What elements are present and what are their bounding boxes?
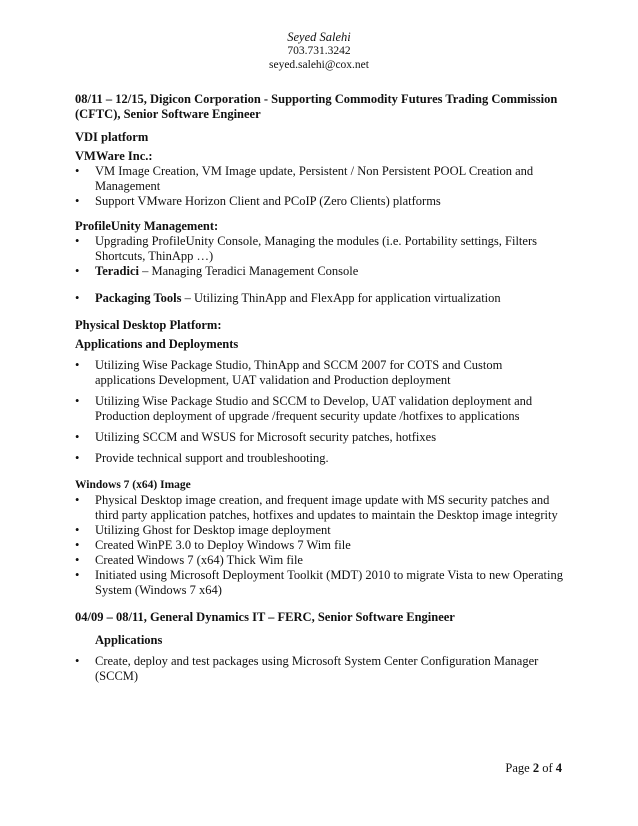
- resume-header: [0, 30, 638, 72]
- vmware-heading: VMWare Inc.:: [75, 149, 153, 163]
- list-item: • Utilizing Ghost for Desktop image deployment: [75, 523, 331, 537]
- physical-list: [75, 358, 563, 466]
- vdi-heading: VDI platform: [75, 130, 149, 144]
- bullet-icon: •: [75, 523, 80, 537]
- list-item: • Utilizing SCCM and WSUS for Microsoft security patches, hotfixes: [75, 430, 437, 444]
- bullet-icon: •: [75, 164, 80, 178]
- job2-list: [75, 654, 563, 684]
- bullet-icon: •: [75, 394, 80, 408]
- list-item: • Utilizing Wise Package Studio and SCCM to Develop, UAT validation deployment and Production deployment of upgrade /frequent security update /hotfixes to applications: [75, 394, 533, 423]
- bullet-icon: •: [75, 538, 80, 552]
- list-item: • Utilizing Wise Package Studio, ThinApp and SCCM 2007 for COTS and Custom applications Development, UAT validation and Production deployment: [75, 358, 503, 387]
- bullet-icon: •: [75, 264, 80, 278]
- profileunity-list: [75, 234, 563, 306]
- list-item: • VM Image Creation, VM Image update, Persistent / Non Persistent POOL Creation and Management: [75, 164, 534, 193]
- list-item: • Teradici – Managing Teradici Management Console: [75, 264, 359, 278]
- windows7-heading: Windows 7 (x64) Image: [75, 479, 191, 491]
- candidate-email: seyed.salehi@cox.net: [268, 59, 369, 71]
- bullet-icon: •: [75, 654, 80, 668]
- bullet-icon: •: [75, 568, 80, 582]
- job2-title: 04/09 – 08/11, General Dynamics IT – FERC, Senior Software Engineer: [75, 610, 455, 624]
- profileunity-heading: ProfileUnity Management:: [75, 219, 219, 233]
- resume-body: [75, 92, 563, 684]
- bullet-icon: •: [75, 553, 80, 567]
- bullet-icon: •: [75, 358, 80, 372]
- physical-heading: Physical Desktop Platform:: [75, 318, 222, 332]
- bullet-icon: •: [75, 493, 80, 507]
- list-item: • Upgrading ProfileUnity Console, Managing the modules (i.e. Portability settings, Filters Shortcuts, ThinApp …): [75, 234, 537, 263]
- list-item: • Support VMware Horizon Client and PCoIP (Zero Clients) platforms: [75, 194, 441, 208]
- list-item: • Create, deploy and test packages using Microsoft System Center Configuration Manager (SCCM): [75, 654, 539, 683]
- bullet-icon: •: [75, 430, 80, 444]
- list-item: • Initiated using Microsoft Deployment Toolkit (MDT) 2010 to migrate Vista to new Operating System (Windows 7 x64): [75, 568, 563, 597]
- applications-deployments-heading: Applications and Deployments: [75, 337, 239, 351]
- list-item: • Packaging Tools – Utilizing ThinApp and FlexApp for application virtualization: [75, 291, 501, 305]
- vmware-list: [75, 164, 563, 209]
- candidate-phone: 703.731.3242: [287, 45, 351, 57]
- job2-applications-heading: Applications: [95, 633, 163, 647]
- bullet-icon: •: [75, 194, 80, 208]
- job1-title-line2: (CFTC), Senior Software Engineer: [75, 107, 261, 121]
- bullet-icon: •: [75, 291, 80, 305]
- list-item: • Created WinPE 3.0 to Deploy Windows 7 Wim file: [75, 538, 351, 552]
- candidate-name: Seyed Salehi: [287, 30, 351, 44]
- list-item: • Created Windows 7 (x64) Thick Wim file: [75, 553, 303, 567]
- list-item: • Physical Desktop image creation, and frequent image update with MS security patches and third party application patches, hotfixes and updates to maintain the Desktop image integrity: [75, 493, 558, 522]
- bullet-icon: •: [75, 451, 80, 465]
- page-number: Page 2 of 4: [505, 761, 562, 775]
- list-item: • Provide technical support and troubleshooting.: [75, 451, 329, 465]
- windows7-list: [75, 493, 563, 598]
- job1-title-line1: 08/11 – 12/15, Digicon Corporation - Supporting Commodity Futures Trading Commission: [75, 92, 558, 106]
- bullet-icon: •: [75, 234, 80, 248]
